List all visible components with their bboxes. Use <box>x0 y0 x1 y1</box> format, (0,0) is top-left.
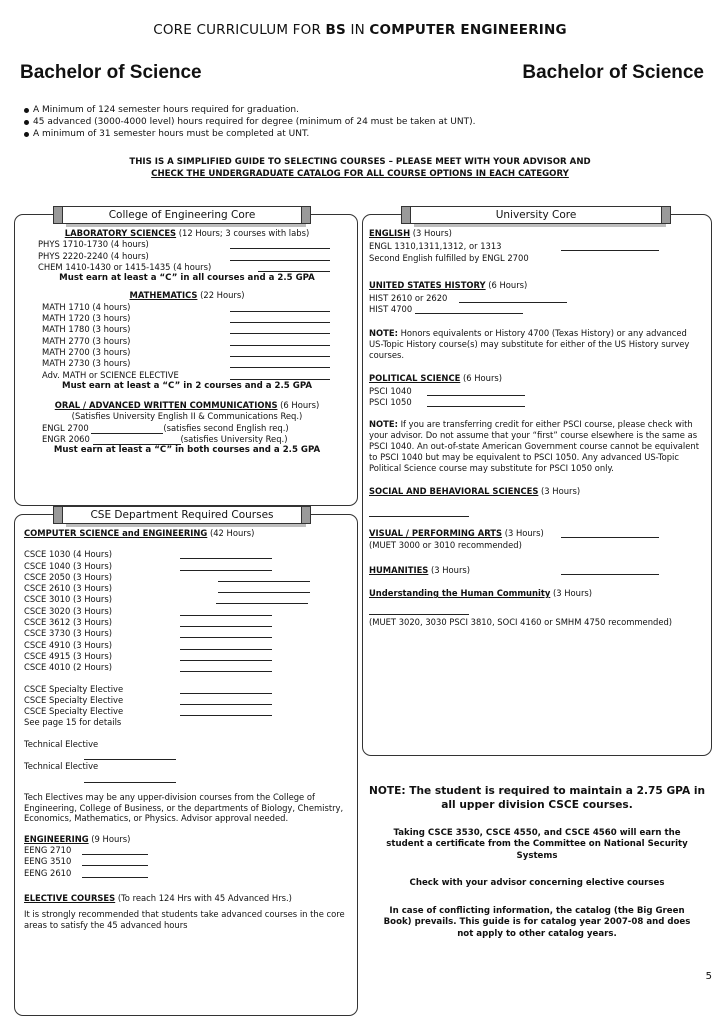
course-label: MATH 1720 (3 hours) <box>42 313 131 324</box>
course-label: CSCE 3020 (3 Hours) <box>24 605 113 616</box>
course-label: CSCE 4915 (3 Hours) <box>24 650 113 661</box>
course-label: CSCE 3730 (3 Hours) <box>24 628 113 639</box>
course-row <box>369 304 703 315</box>
cse-hours: (42 Hours) <box>207 528 255 538</box>
polisci-note <box>369 419 703 474</box>
course-row <box>24 561 350 572</box>
engineering-core-section <box>24 228 350 457</box>
course-row <box>24 434 350 445</box>
grade-blank[interactable] <box>82 845 148 855</box>
grade-blank[interactable] <box>218 583 310 593</box>
course-label: CSCE 4910 (3 Hours) <box>24 639 113 650</box>
math-gpa-requirement: Must earn at least a “C” in 2 courses and a 2.5 GPA <box>62 380 312 391</box>
grade-blank[interactable] <box>180 651 272 661</box>
elective-hours: (To reach 124 Hrs with 45 Advanced Hrs.) <box>115 892 292 903</box>
course-row <box>24 594 350 605</box>
grade-blank[interactable] <box>180 549 272 559</box>
social-sciences-heading: SOCIAL AND BEHAVIORAL SCIENCES <box>369 485 539 496</box>
grade-blank[interactable] <box>230 313 330 323</box>
cse-heading: COMPUTER SCIENCE and ENGINEERING <box>24 528 208 538</box>
grade-blank[interactable] <box>180 706 272 716</box>
course-row <box>24 651 350 662</box>
university-core-tab: University Core <box>410 206 662 224</box>
course-row <box>24 684 350 695</box>
course-row <box>24 640 350 651</box>
gpa-note: NOTE: The student is required to maintain a 2.75 GPA in all upper division CSCE courses. <box>368 785 706 811</box>
tech-elective-note: Tech Electives may be any upper-division courses from the College of Engineering, College of Business, or the departments of Biology, Chemistry, Economics, Mathematics, or Physics. Advisor approval needed. <box>24 791 344 824</box>
communications-hours: (6 Hours) <box>277 400 320 411</box>
degree-heading-right: Bachelor of Science <box>522 62 704 83</box>
grade-blank[interactable] <box>180 684 272 694</box>
lab-sciences-hours: (12 Hours; 3 courses with labs) <box>176 228 310 238</box>
engineering-heading: ENGINEERING <box>24 833 89 844</box>
catalog-conflict-note: In case of conflicting information, the catalog (the Big Green Book) prevails. This guide is for catalog year 2007-08 and does not apply to other catalog years. <box>383 906 691 939</box>
polisci-heading: POLITICAL SCIENCE <box>369 372 461 383</box>
grade-blank[interactable] <box>82 868 148 878</box>
course-note: (satisfies University Req.) <box>180 434 288 445</box>
course-row <box>369 528 703 539</box>
course-row <box>24 239 350 250</box>
history-note <box>369 328 703 361</box>
course-label: PSCI 1050 <box>369 397 412 408</box>
grade-blank[interactable] <box>180 662 272 672</box>
english-note: Second English fulfilled by ENGL 2700 <box>369 252 529 263</box>
grade-blank[interactable] <box>180 628 272 638</box>
communications-subtitle: (Satisfies University English II & Communications Req.) <box>71 411 303 422</box>
grade-blank[interactable] <box>230 370 330 380</box>
course-row <box>24 617 350 628</box>
social-sciences-hours: (3 Hours) <box>538 485 581 496</box>
grade-blank[interactable] <box>180 617 272 627</box>
grade-blank[interactable] <box>230 251 330 261</box>
course-label: CSCE 3612 (3 Hours) <box>24 617 113 628</box>
course-row <box>369 507 703 518</box>
engineering-core-tab: College of Engineering Core <box>62 206 302 224</box>
course-row <box>369 386 703 397</box>
course-row <box>369 605 703 616</box>
grade-blank[interactable] <box>180 640 272 650</box>
grade-blank[interactable] <box>84 750 176 760</box>
course-label: ENGL 1310,1311,1312, or 1313 <box>369 241 502 252</box>
requirement-item: A Minimum of 124 semester hours required for graduation. <box>24 104 714 116</box>
course-row <box>24 628 350 639</box>
math-heading: MATHEMATICS <box>129 290 198 301</box>
english-heading: ENGLISH <box>369 228 411 238</box>
course-label: CSCE 4010 (2 Hours) <box>24 662 113 673</box>
grade-blank[interactable] <box>427 386 525 396</box>
title-in: IN <box>345 22 370 38</box>
grade-blank[interactable] <box>415 304 523 314</box>
course-row <box>24 262 350 273</box>
human-community-heading: Understanding the Human Community <box>369 588 551 599</box>
elective-heading: ELECTIVE COURSES <box>24 892 116 903</box>
grade-blank[interactable] <box>180 606 272 616</box>
history-note-text: Honors equivalents or History 4700 (Texas History) or any advanced US-Topic History course(s) may substitute for either of the US History survey courses. <box>369 327 690 360</box>
course-row <box>24 358 350 369</box>
lab-gpa-requirement: Must earn at least a “C” in all courses and a 2.5 GPA <box>59 273 315 284</box>
grade-blank[interactable] <box>561 528 659 538</box>
polisci-hours: (6 Hours) <box>460 372 503 383</box>
tech-elective-label: Technical Elective <box>24 761 99 772</box>
communications-gpa-requirement: Must earn at least a “C” in both courses and a 2.5 GPA <box>53 445 321 456</box>
course-label: CSCE 1040 (3 Hours) <box>24 560 113 571</box>
course-row <box>24 583 350 594</box>
degree-heading-left: Bachelor of Science <box>20 62 202 83</box>
grade-blank[interactable] <box>82 856 148 866</box>
requirement-item: A minimum of 31 semester hours must be completed at UNT. <box>24 128 714 140</box>
advisor-notice <box>0 157 720 180</box>
course-label: EENG 2710 <box>24 845 72 856</box>
course-row <box>369 565 703 576</box>
course-label: CSCE Specialty Elective <box>24 694 124 705</box>
elective-note: It is strongly recommended that students take advanced courses in the core areas to satisfy the 45 advanced hours <box>24 909 345 930</box>
course-row <box>24 706 350 717</box>
course-label: MATH 2770 (3 hours) <box>42 335 131 346</box>
course-row <box>24 313 350 324</box>
course-label: EENG 3510 <box>24 856 72 867</box>
course-label: CSCE Specialty Elective <box>24 683 124 694</box>
tech-elective-label: Technical Elective <box>24 738 99 749</box>
course-label: MATH 2700 (3 hours) <box>42 346 131 357</box>
requirements-list <box>24 104 714 140</box>
university-core-section <box>369 228 703 628</box>
note-label: NOTE: <box>369 418 398 429</box>
course-label: CSCE 1030 (4 Hours) <box>24 549 113 560</box>
page-title <box>0 22 720 38</box>
course-label: HIST 4700 <box>369 304 413 315</box>
course-row <box>24 251 350 262</box>
course-row <box>369 293 703 304</box>
advisor-elective-note: Check with your advisor concerning elective courses <box>409 878 665 888</box>
see-page-note: See page 15 for details <box>24 717 122 728</box>
grade-blank[interactable] <box>180 561 272 571</box>
course-row <box>24 423 350 434</box>
polisci-note-text: If you are transferring credit for either PSCI course, please check with your advisor. Do not assume that your “first” course elsewhere is the same as PSCI 1040. An out-of-state American Government course cannot be equivalent to PSCI 1040 but may be equivalent to PSCI 1050. Any advanced US-Topic Political Science course may substitute for PSCI 1050 only. <box>369 418 699 473</box>
course-row <box>24 336 350 347</box>
course-row <box>24 662 350 673</box>
grade-blank[interactable] <box>459 293 567 303</box>
grade-blank[interactable] <box>218 572 310 582</box>
history-hours: (6 Hours) <box>485 279 528 290</box>
grade-blank[interactable] <box>93 435 181 445</box>
grade-blank[interactable] <box>230 358 330 368</box>
course-row <box>24 773 350 784</box>
course-label: MATH 1710 (4 hours) <box>42 301 131 312</box>
course-note: (satisfies second English req.) <box>163 422 289 433</box>
title-degree: BS <box>325 22 346 38</box>
human-community-note: (MUET 3020, 3030 PSCI 3810, SOCI 4160 or SMHM 4750 recommended) <box>369 616 673 627</box>
course-label: CSCE 2050 (3 Hours) <box>24 571 113 582</box>
course-label: CSCE 2610 (3 Hours) <box>24 583 113 594</box>
grade-blank[interactable] <box>230 336 330 346</box>
grade-blank[interactable] <box>369 605 469 615</box>
grade-blank[interactable] <box>561 241 659 251</box>
course-row <box>24 549 350 560</box>
course-row <box>24 750 350 761</box>
note-label: NOTE: <box>369 327 398 338</box>
english-hours: (3 Hours) <box>410 228 452 238</box>
history-heading: UNITED STATES HISTORY <box>369 279 486 290</box>
course-label: PHYS 1710-1730 (4 hours) <box>38 239 149 250</box>
course-label: PHYS 2220-2240 (4 hours) <box>38 250 149 261</box>
course-label: CSCE Specialty Elective <box>24 706 124 717</box>
lab-sciences-heading: LABORATORY SCIENCES <box>64 228 177 238</box>
visual-arts-heading: VISUAL / PERFORMING ARTS <box>369 528 503 539</box>
course-label: EENG 2610 <box>24 867 72 878</box>
course-row <box>24 695 350 706</box>
humanities-hours: (3 Hours) <box>428 564 471 575</box>
course-row <box>24 347 350 358</box>
grade-blank[interactable] <box>230 324 330 334</box>
course-label: ENGR 2060 <box>42 434 93 445</box>
grade-blank[interactable] <box>216 594 308 604</box>
course-label: MATH 2730 (3 hours) <box>42 358 131 369</box>
notice-line-2: CHECK THE UNDERGRADUATE CATALOG FOR ALL COURSE OPTIONS IN EACH CATEGORY <box>151 168 569 179</box>
course-row <box>24 868 350 879</box>
visual-arts-note: (MUET 3000 or 3010 recommended) <box>369 539 522 550</box>
title-major: COMPUTER ENGINEERING <box>369 22 567 38</box>
requirement-item: 45 advanced (3000-4000 level) hours required for degree (minimum of 24 must be taken at UNT). <box>24 116 714 128</box>
grade-blank[interactable] <box>91 424 163 434</box>
course-label: Adv. MATH or SCIENCE ELECTIVE <box>42 369 179 380</box>
grade-blank[interactable] <box>230 239 330 249</box>
grade-blank[interactable] <box>427 397 525 407</box>
cse-required-section <box>24 528 350 930</box>
grade-blank[interactable] <box>230 347 330 357</box>
math-hours: (22 Hours) <box>197 290 245 301</box>
grade-blank[interactable] <box>180 695 272 705</box>
course-label: CSCE 3010 (3 Hours) <box>24 594 113 605</box>
course-label: HIST 2610 or 2620 <box>369 293 448 304</box>
cse-required-tab: CSE Department Required Courses <box>62 506 302 524</box>
course-row <box>24 845 350 856</box>
course-label: ENGL 2700 <box>42 422 92 433</box>
grade-blank[interactable] <box>84 773 176 783</box>
course-row <box>24 572 350 583</box>
grade-blank[interactable] <box>258 262 330 272</box>
course-row <box>24 324 350 335</box>
course-row <box>369 397 703 408</box>
course-label: MATH 1780 (3 hours) <box>42 324 131 335</box>
course-row <box>24 370 350 381</box>
course-label: CHEM 1410-1430 or 1415-1435 (4 hours) <box>38 261 212 272</box>
grade-blank[interactable] <box>561 565 659 575</box>
human-community-hours: (3 Hours) <box>550 588 593 599</box>
course-row <box>24 856 350 867</box>
title-prefix: CORE CURRICULUM FOR <box>153 22 326 38</box>
page-number: 5 <box>705 971 712 982</box>
communications-heading: ORAL / ADVANCED WRITTEN COMMUNICATIONS <box>54 400 278 411</box>
course-row <box>369 241 703 252</box>
notice-line-1: THIS IS A SIMPLIFIED GUIDE TO SELECTING COURSES – PLEASE MEET WITH YOUR ADVISOR AND <box>129 157 591 167</box>
humanities-heading: HUMANITIES <box>369 564 429 575</box>
grade-blank[interactable] <box>369 507 469 517</box>
grade-blank[interactable] <box>230 302 330 312</box>
engineering-hours: (9 Hours) <box>88 833 131 844</box>
certificate-note: Taking CSCE 3530, CSCE 4550, and CSCE 4560 will earn the student a certificate from the Committee on National Security Systems <box>386 828 688 861</box>
course-row <box>24 606 350 617</box>
course-row <box>24 302 350 313</box>
course-label: PSCI 1040 <box>369 386 412 397</box>
visual-arts-hours: (3 Hours) <box>502 528 544 539</box>
